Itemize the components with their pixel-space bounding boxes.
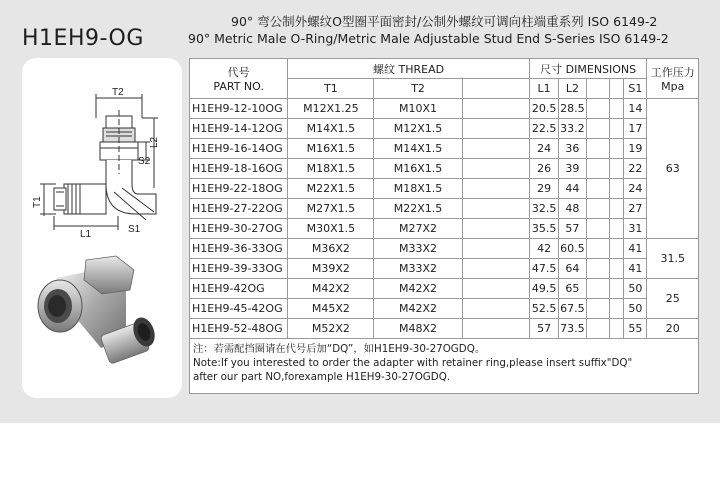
dim-blank-cell-2 [609,299,624,319]
note-english-1: Note:If you interested to order the adapter with retainer ring,please insert suffix"DQ" [193,357,633,369]
dim-blank-cell [586,139,609,159]
thread-blank-cell [462,99,529,119]
header-t1: T1 [288,79,374,99]
l1-cell: 35.5 [529,219,558,239]
part-no-cell: H1EH9-42OG [190,279,288,299]
spec-table [189,58,699,339]
t2-cell: M33X2 [374,259,462,279]
s1-cell: 19 [624,139,647,159]
header-thread-blank [462,79,529,99]
label-t2: T2 [112,87,124,98]
table-row [190,119,699,139]
note-english-2: after our part NO,forexample H1EH9-30-27OGDQ. [193,371,451,383]
table-row [190,139,699,159]
l1-cell: 29 [529,179,558,199]
pressure-cell: 25 [647,279,699,319]
title-english: 90° Metric Male O-Ring/Metric Male Adjustable Stud End S-Series ISO 6149-2 [188,31,669,46]
dim-blank-cell [586,159,609,179]
l2-cell: 39 [559,159,586,179]
part-no-cell: H1EH9-36-33OG [190,239,288,259]
dim-blank-cell [586,199,609,219]
l1-cell: 42 [529,239,558,259]
t2-cell: M48X2 [374,319,462,339]
product-photo [26,248,176,368]
t1-cell: M27X1.5 [288,199,374,219]
label-s2: S2 [138,156,151,167]
dim-blank-cell-2 [609,99,624,119]
thread-blank-cell [462,319,529,339]
title-chinese: 90° 弯公制外螺纹O型圈平面密封/公制外螺纹可调向柱端重系列 ISO 6149-2 [231,14,658,29]
s1-cell: 50 [624,299,647,319]
dim-blank-cell-2 [609,119,624,139]
spec-table-body [190,99,699,339]
pressure-cell: 20 [647,319,699,339]
t1-cell: M42X2 [288,279,374,299]
label-l2: L2 [149,136,160,148]
dim-blank-cell [586,259,609,279]
pressure-cell: 31.5 [647,239,699,279]
header-s1: S1 [624,79,647,99]
t2-cell: M42X2 [374,299,462,319]
t1-cell: M16X1.5 [288,139,374,159]
dim-blank-cell [586,219,609,239]
t2-cell: M33X2 [374,239,462,259]
l2-cell: 57 [559,219,586,239]
table-row [190,179,699,199]
t2-cell: M42X2 [374,279,462,299]
header-part-no [190,59,288,99]
thread-blank-cell [462,219,529,239]
l2-cell: 67.5 [559,299,586,319]
l1-cell: 57 [529,319,558,339]
s1-cell: 17 [624,119,647,139]
thread-blank-cell [462,119,529,139]
t1-cell: M14X1.5 [288,119,374,139]
header-l1: L1 [529,79,558,99]
part-no-cell: H1EH9-12-10OG [190,99,288,119]
s1-cell: 41 [624,239,647,259]
l2-cell: 33.2 [559,119,586,139]
s1-cell: 24 [624,179,647,199]
l1-cell: 24 [529,139,558,159]
t1-cell: M22X1.5 [288,179,374,199]
dim-blank-cell-2 [609,139,624,159]
s1-cell: 27 [624,199,647,219]
technical-drawing [26,84,176,244]
l2-cell: 48 [559,199,586,219]
table-row [190,259,699,279]
t1-cell: M52X2 [288,319,374,339]
dim-blank-cell [586,299,609,319]
dim-blank-cell [586,279,609,299]
l2-cell: 44 [559,179,586,199]
thread-blank-cell [462,299,529,319]
t2-cell: M22X1.5 [374,199,462,219]
l2-cell: 36 [559,139,586,159]
table-row [190,299,699,319]
header-pressure-unit: Mpa [661,80,685,93]
t1-cell: M30X1.5 [288,219,374,239]
l1-cell: 52.5 [529,299,558,319]
part-no-cell: H1EH9-14-12OG [190,119,288,139]
l1-cell: 32.5 [529,199,558,219]
s1-cell: 55 [624,319,647,339]
dim-blank-cell-2 [609,239,624,259]
header-part-no-cn: 代号 [227,66,250,79]
dim-blank-cell [586,179,609,199]
part-no-cell: H1EH9-22-18OG [190,179,288,199]
l1-cell: 49.5 [529,279,558,299]
table-row [190,99,699,119]
l2-cell: 64 [559,259,586,279]
thread-blank-cell [462,179,529,199]
l2-cell: 73.5 [559,319,586,339]
dim-blank-cell [586,319,609,339]
header-pressure-cn: 工作压力 [650,66,695,79]
dim-blank-cell-2 [609,279,624,299]
label-s1: S1 [128,224,141,235]
header-part-no-en: PART NO. [213,80,264,93]
thread-blank-cell [462,259,529,279]
header-thread: 螺纹 THREAD [288,59,530,79]
t2-cell: M12X1.5 [374,119,462,139]
table-row [190,279,699,299]
dim-blank-cell-2 [609,259,624,279]
part-no-cell: H1EH9-30-27OG [190,219,288,239]
part-no-cell: H1EH9-39-33OG [190,259,288,279]
l2-cell: 60.5 [559,239,586,259]
header-pressure [647,59,699,99]
thread-blank-cell [462,279,529,299]
s1-cell: 14 [624,99,647,119]
t2-cell: M18X1.5 [374,179,462,199]
part-no-cell: H1EH9-16-14OG [190,139,288,159]
note-box [189,339,699,394]
table-row [190,159,699,179]
s1-cell: 41 [624,259,647,279]
t2-cell: M16X1.5 [374,159,462,179]
t2-cell: M27X2 [374,219,462,239]
table-row [190,219,699,239]
l1-cell: 47.5 [529,259,558,279]
header-dim-blank [586,79,609,99]
dim-blank-cell-2 [609,199,624,219]
l2-cell: 65 [559,279,586,299]
thread-blank-cell [462,159,529,179]
table-row [190,239,699,259]
l1-cell: 20.5 [529,99,558,119]
thread-blank-cell [462,239,529,259]
l2-cell: 28.5 [559,99,586,119]
part-no-cell: H1EH9-52-48OG [190,319,288,339]
dim-blank-cell [586,239,609,259]
s1-cell: 31 [624,219,647,239]
label-l1: L1 [80,229,92,240]
t1-cell: M36X2 [288,239,374,259]
dim-blank-cell [586,99,609,119]
model-code: H1EH9-OG [22,26,144,51]
note-chinese: 注：若需配挡圈请在代号后加“DQ”，如H1EH9-30-27OGDQ。 [193,343,486,355]
t1-cell: M18X1.5 [288,159,374,179]
t1-cell: M39X2 [288,259,374,279]
s1-cell: 22 [624,159,647,179]
s1-cell: 50 [624,279,647,299]
header-t2: T2 [374,79,462,99]
header-dimensions: 尺寸 DIMENSIONS [529,59,647,79]
part-no-cell: H1EH9-18-16OG [190,159,288,179]
label-t1: T1 [32,196,43,208]
l1-cell: 22.5 [529,119,558,139]
dim-blank-cell-2 [609,179,624,199]
spec-table-container [189,58,699,394]
table-row [190,199,699,219]
t2-cell: M14X1.5 [374,139,462,159]
part-no-cell: H1EH9-27-22OG [190,199,288,219]
t1-cell: M12X1.25 [288,99,374,119]
t1-cell: M45X2 [288,299,374,319]
dim-blank-cell-2 [609,319,624,339]
thread-blank-cell [462,139,529,159]
t2-cell: M10X1 [374,99,462,119]
pressure-cell: 63 [647,99,699,239]
dim-blank-cell-2 [609,219,624,239]
part-no-cell: H1EH9-45-42OG [190,299,288,319]
dim-blank-cell-2 [609,159,624,179]
l1-cell: 26 [529,159,558,179]
thread-blank-cell [462,199,529,219]
header-l2: L2 [559,79,586,99]
dim-blank-cell [586,119,609,139]
header-dim-blank-2 [609,79,624,99]
table-row [190,319,699,339]
